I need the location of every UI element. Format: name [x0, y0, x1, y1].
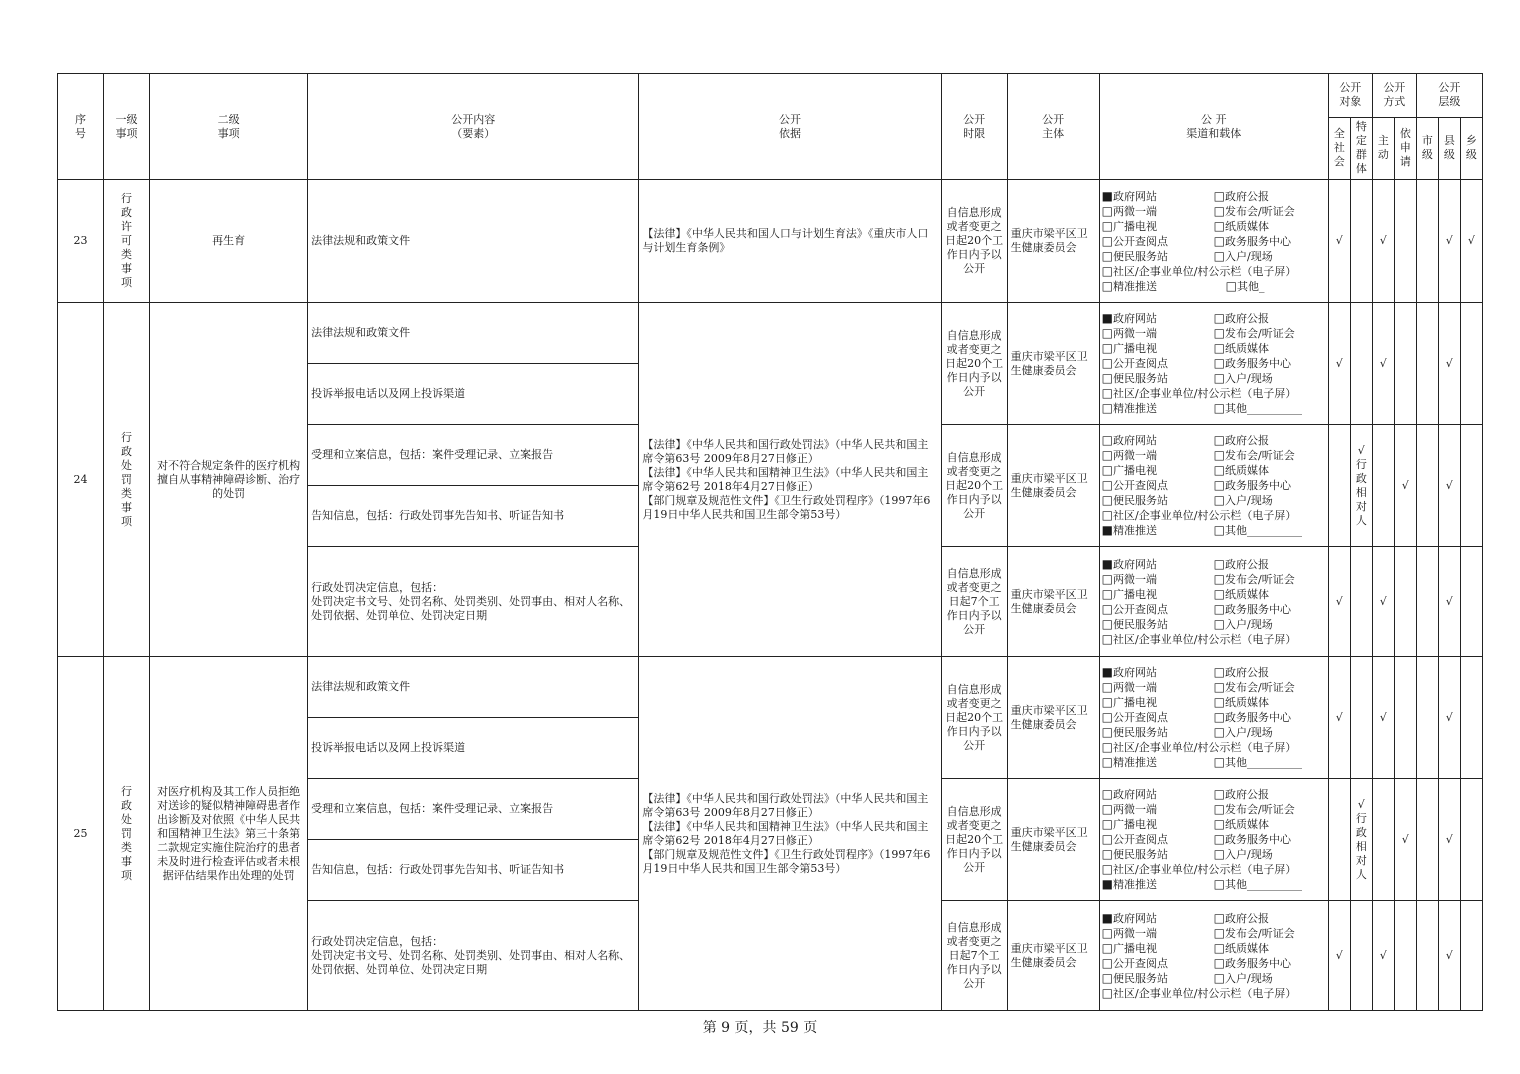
- row-subject: 重庆市梁平区卫生健康委员会: [1007, 657, 1099, 779]
- row-time: 自信息形成或者变更之日起20个工作日内予以公开: [941, 180, 1007, 303]
- empty-cell: [1350, 303, 1372, 425]
- row-seq: 24: [58, 303, 104, 657]
- empty-cell: [1460, 779, 1482, 901]
- row-subject: 重庆市梁平区卫生健康委员会: [1007, 180, 1099, 303]
- check-target-all: √: [1328, 547, 1350, 657]
- row-level1: 行政许可类事项: [104, 180, 150, 303]
- empty-cell: [1394, 180, 1416, 303]
- channel-list: □政府网站 □政府公报 □两微一端 □发布会/听证会 □广播电视 □纸质媒体 □公开查阅点 □政务服务中心 □便民服务站 □入户/现场 □社区/企事业单位/村公示栏（电子屏） ■精准推送 □其他__________: [1099, 779, 1328, 901]
- check-target-all: √: [1328, 180, 1350, 303]
- check-method-request: √: [1394, 425, 1416, 547]
- row-content: 法律法规和政策文件: [308, 180, 639, 303]
- row-level2: 再生育: [150, 180, 308, 303]
- header-target-specific: 特定群体: [1350, 117, 1372, 179]
- empty-cell: [1460, 901, 1482, 1011]
- header-target-all: 全社会: [1328, 117, 1350, 179]
- row-content-decision: 行政处罚决定信息，包括： 处罚决定书文号、处罚名称、处罚类别、处罚事由、相对人名称、处罚依据、处罚单位、处罚决定日期: [308, 547, 639, 657]
- channel-list: ■政府网站 □政府公报 □两微一端 □发布会/听证会 □广播电视 □纸质媒体 □公开查阅点 □政务服务中心 □便民服务站 □入户/现场 □社区/企事业单位/村公示栏（电子屏） □精准推送 □其他__________: [1099, 303, 1328, 425]
- empty-cell: [1460, 657, 1482, 779]
- check-level-town: √: [1460, 180, 1482, 303]
- row-level2: 对医疗机构及其工作人员拒绝对送诊的疑似精神障碍患者作出诊断及对依照《中华人民共和国精神卫生法》第三十条第二款规定实施住院治疗的患者未及时进行检查评估或者未根据评估结果作出处理的处罚: [150, 657, 308, 1011]
- empty-cell: [1350, 547, 1372, 657]
- row-basis: 【法律】《中华人民共和国行政处罚法》（中华人民共和国主席令第63号 2009年8月27日修正） 【法律】《中华人民共和国精神卫生法》（中华人民共和国主席令第62号 2018年4月27日修正） 【部门规章及规范性文件】《卫生行政处罚程序》（1997年6月19日中华人民共和国卫生部令第53号）: [639, 657, 941, 1011]
- table-row-23: [58, 180, 1483, 303]
- header-seq: 序 号: [58, 74, 104, 180]
- header-method-active: 主动: [1372, 117, 1394, 179]
- channel-list: ■政府网站 □政府公报 □两微一端 □发布会/听证会 □广播电视 □纸质媒体 □公开查阅点 □政务服务中心 □便民服务站 □入户/现场 □社区/企事业单位/村公示栏（电子屏）: [1099, 547, 1328, 657]
- header-level-city: 市级: [1416, 117, 1438, 179]
- check-level-county: √: [1438, 425, 1460, 547]
- header-content: 公开内容 （要素）: [308, 74, 639, 180]
- row-subject: 重庆市梁平区卫生健康委员会: [1007, 425, 1099, 547]
- empty-cell: [1416, 425, 1438, 547]
- empty-cell: [1328, 779, 1350, 901]
- row-subject: 重庆市梁平区卫生健康委员会: [1007, 779, 1099, 901]
- row-level1: 行政处罚类事项: [104, 657, 150, 1011]
- check-method-active: √: [1372, 657, 1394, 779]
- row-time: 自信息形成或者变更之日起7个工作日内予以公开: [941, 901, 1007, 1011]
- row-subject: 重庆市梁平区卫生健康委员会: [1007, 303, 1099, 425]
- check-target-all: √: [1328, 303, 1350, 425]
- row-time: 自信息形成或者变更之日起20个工作日内予以公开: [941, 303, 1007, 425]
- row-content: 告知信息，包括：行政处罚事先告知书、听证告知书: [308, 486, 639, 547]
- header-row-1: [58, 74, 1483, 118]
- check-target-all: √: [1328, 657, 1350, 779]
- empty-cell: [1416, 547, 1438, 657]
- empty-cell: [1394, 901, 1416, 1011]
- disclosure-table: [57, 73, 1483, 1011]
- empty-cell: [1416, 303, 1438, 425]
- check-level-county: √: [1438, 303, 1460, 425]
- header-target: 公开 对象: [1328, 74, 1372, 118]
- header-level-town: 乡级: [1460, 117, 1482, 179]
- row-content: 受理和立案信息，包括：案件受理记录、立案报告: [308, 425, 639, 486]
- row-seq: 25: [58, 657, 104, 1011]
- header-level-county: 县级: [1438, 117, 1460, 179]
- row-basis: 【法律】《中华人民共和国人口与计划生育法》《重庆市人口与计划生育条例》: [639, 180, 941, 303]
- row-content: 法律法规和政策文件: [308, 303, 639, 364]
- empty-cell: [1394, 657, 1416, 779]
- header-level2: 二级 事项: [150, 74, 308, 180]
- check-method-active: √: [1372, 901, 1394, 1011]
- check-target-all: √: [1328, 901, 1350, 1011]
- channel-list: ■政府网站 □政府公报 □两微一端 □发布会/听证会 □广播电视 □纸质媒体 □公开查阅点 □政务服务中心 □便民服务站 □入户/现场 □社区/企事业单位/村公示栏（电子屏） □精准推送 □其他__________: [1099, 657, 1328, 779]
- row-subject: 重庆市梁平区卫生健康委员会: [1007, 901, 1099, 1011]
- empty-cell: [1372, 425, 1394, 547]
- check-level-county: √: [1438, 901, 1460, 1011]
- header-time: 公开 时限: [941, 74, 1007, 180]
- empty-cell: [1328, 425, 1350, 547]
- empty-cell: [1372, 779, 1394, 901]
- row-time: 自信息形成或者变更之日起20个工作日内予以公开: [941, 425, 1007, 547]
- target-specific-group: √ 行政相对人: [1350, 425, 1372, 547]
- empty-cell: [1350, 657, 1372, 779]
- check-level-county: √: [1438, 547, 1460, 657]
- empty-cell: [1460, 303, 1482, 425]
- empty-cell: [1416, 901, 1438, 1011]
- header-method-request: 依申请: [1394, 117, 1416, 179]
- row-subject: 重庆市梁平区卫生健康委员会: [1007, 547, 1099, 657]
- header-subject: 公开 主体: [1007, 74, 1099, 180]
- row-level1: 行政处罚类事项: [104, 303, 150, 657]
- page-footer: 第 9 页，共 59 页: [702, 1020, 818, 1036]
- row-time: 自信息形成或者变更之日起7个工作日内予以公开: [941, 547, 1007, 657]
- check-method-active: √: [1372, 547, 1394, 657]
- check-level-county: √: [1438, 779, 1460, 901]
- check-method-active: √: [1372, 180, 1394, 303]
- row-content: 告知信息，包括：行政处罚事先告知书、听证告知书: [308, 840, 639, 901]
- row-content-decision: 行政处罚决定信息，包括： 处罚决定书文号、处罚名称、处罚类别、处罚事由、相对人名称、处罚依据、处罚单位、处罚决定日期: [308, 901, 639, 1011]
- header-level1: 一级 事项: [104, 74, 150, 180]
- row-time: 自信息形成或者变更之日起20个工作日内予以公开: [941, 779, 1007, 901]
- empty-cell: [1460, 547, 1482, 657]
- target-specific-group: √ 行政相对人: [1350, 779, 1372, 901]
- channel-list: ■政府网站 □政府公报 □两微一端 □发布会/听证会 □广播电视 □纸质媒体 □公开查阅点 □政务服务中心 □便民服务站 □入户/现场 □社区/企事业单位/村公示栏（电子屏） □精准推送 □其他_: [1099, 180, 1328, 303]
- header-level: 公开 层级: [1416, 74, 1482, 118]
- check-method-active: √: [1372, 303, 1394, 425]
- empty-cell: [1394, 303, 1416, 425]
- row-content: 投诉举报电话以及网上投诉渠道: [308, 364, 639, 425]
- row-basis: 【法律】《中华人民共和国行政处罚法》（中华人民共和国主席令第63号 2009年8月27日修正） 【法律】《中华人民共和国精神卫生法》（中华人民共和国主席令第62号 2018年4月27日修正） 【部门规章及规范性文件】《卫生行政处罚程序》（1997年6月19日中华人民共和国卫生部令第53号）: [639, 303, 941, 657]
- row-time: 自信息形成或者变更之日起20个工作日内予以公开: [941, 657, 1007, 779]
- row-content: 投诉举报电话以及网上投诉渠道: [308, 718, 639, 779]
- header-basis: 公开 依据: [639, 74, 941, 180]
- empty-cell: [1416, 180, 1438, 303]
- row-level2: 对不符合规定条件的医疗机构擅自从事精神障碍诊断、治疗的处罚: [150, 303, 308, 657]
- header-channel: 公 开 渠道和载体: [1099, 74, 1328, 180]
- empty-cell: [1350, 180, 1372, 303]
- check-method-request: √: [1394, 779, 1416, 901]
- empty-cell: [1460, 425, 1482, 547]
- channel-list: □政府网站 □政府公报 □两微一端 □发布会/听证会 □广播电视 □纸质媒体 □公开查阅点 □政务服务中心 □便民服务站 □入户/现场 □社区/企事业单位/村公示栏（电子屏） ■精准推送 □其他__________: [1099, 425, 1328, 547]
- table-row-25: [58, 657, 1483, 718]
- check-level-county: √: [1438, 180, 1460, 303]
- check-level-county: √: [1438, 657, 1460, 779]
- empty-cell: [1350, 901, 1372, 1011]
- empty-cell: [1416, 657, 1438, 779]
- empty-cell: [1416, 779, 1438, 901]
- header-method: 公开 方式: [1372, 74, 1416, 118]
- row-content: 法律法规和政策文件: [308, 657, 639, 718]
- row-content: 受理和立案信息，包括：案件受理记录、立案报告: [308, 779, 639, 840]
- row-seq: 23: [58, 180, 104, 303]
- table-row-24: [58, 303, 1483, 364]
- channel-list: ■政府网站 □政府公报 □两微一端 □发布会/听证会 □广播电视 □纸质媒体 □公开查阅点 □政务服务中心 □便民服务站 □入户/现场 □社区/企事业单位/村公示栏（电子屏）: [1099, 901, 1328, 1011]
- empty-cell: [1394, 547, 1416, 657]
